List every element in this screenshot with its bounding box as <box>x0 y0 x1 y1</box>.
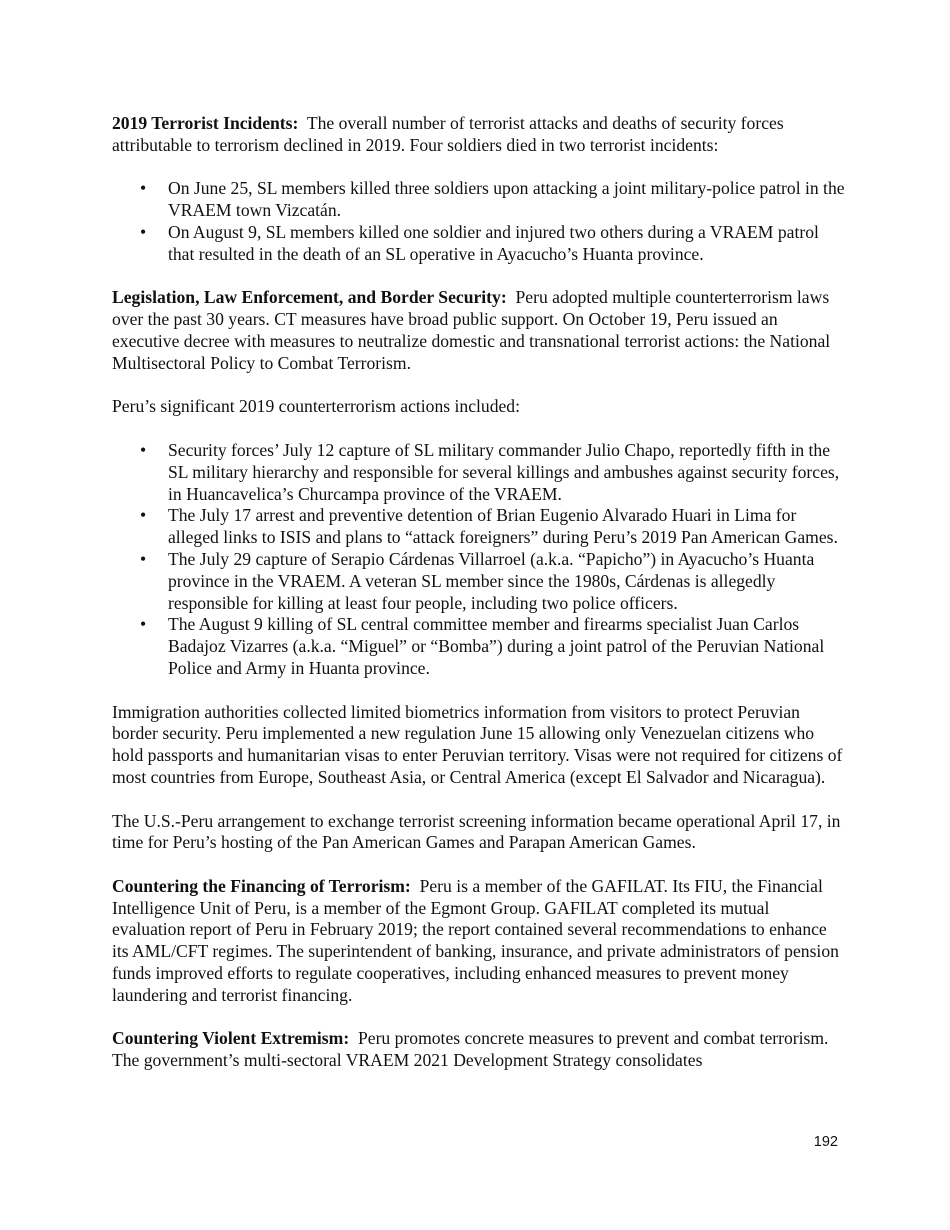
screening-paragraph: The U.S.-Peru arrangement to exchange terrorist screening information became operational April 17, in time for Peru’s hosting of the Pan American Games and Parapan American Games. <box>112 810 841 853</box>
page-body <box>112 113 847 1094</box>
actions-list <box>112 440 847 680</box>
incidents-heading: 2019 Terrorist Incidents: <box>112 113 299 133</box>
page-number: 192 <box>813 1134 838 1150</box>
list-item: • The July 17 arrest and preventive detention of Brian Eugenio Alvarado Huari in Lima for alleged links to ISIS and plans to “attack foreigners” during Peru’s 2019 Pan American Games. <box>112 505 847 549</box>
incidents-paragraph <box>112 113 847 157</box>
cve-heading: Countering Violent Extremism: <box>112 1028 350 1049</box>
cve-paragraph <box>112 1028 847 1072</box>
financing-paragraph <box>112 876 847 1007</box>
list-item: • On August 9, SL members killed one soldier and injured two others during a VRAEM patrol that resulted in the death of an SL operative in Ayacucho’s Huanta province. <box>112 222 847 266</box>
incidents-list <box>112 178 847 265</box>
financing-heading: Countering the Financing of Terrorism: <box>112 875 411 896</box>
immigration-paragraph: Immigration authorities collected limited biometrics information from visitors to protect Peruvian border security. Peru implemented a new regulation June 15 allowing only Venezuelan citizens who hold passports and humanitarian visas to enter Peruvian territory. Visas were not required for citizens of most countries from Europe, Southeast Asia, or Central America (except El Salvador and Nicaragua). <box>112 701 843 787</box>
legislation-paragraph <box>112 287 847 374</box>
list-item: • On June 25, SL members killed three soldiers upon attacking a joint military-police patrol in the VRAEM town Vizcatán. <box>112 178 847 222</box>
financing-text: Peru is a member of the GAFILAT. Its FIU, the Financial Intelligence Unit of Peru, is a member of the Egmont Group. GAFILAT completed its mutual evaluation report of Peru in February 2019; the report contained several recommendations to enhance its AML/CFT regimes. The superintendent of banking, insurance, and private administrators of pension funds improved efforts to regulate cooperatives, including enhanced measures to prevent money laundering and terrorist financing. <box>112 875 839 1005</box>
actions-intro: Peru’s significant 2019 counterterrorism actions included: <box>112 396 520 417</box>
list-item: • The August 9 killing of SL central committee member and firearms specialist Juan Carlos Badajoz Vizarres (a.k.a. “Miguel” or “Bomba”) during a joint patrol of the Peruvian National Police and Army in Huanta province. <box>112 614 847 679</box>
cve-text: Peru promotes concrete measures to prevent and combat terrorism. The government’s multi-sectoral VRAEM 2021 Development Strategy consolidates <box>112 1028 829 1071</box>
legislation-heading: Legislation, Law Enforcement, and Border Security: <box>112 287 507 308</box>
incidents-text: The overall number of terrorist attacks and deaths of security forces attributable to terrorism declined in 2019. Four soldiers died in two terrorist incidents: <box>112 113 784 155</box>
legislation-text: Peru adopted multiple counterterrorism laws over the past 30 years. CT measures have broad public support. On October 19, Peru issued an executive decree with measures to neutralize domestic and transnational terrorist actions: the National Multisectoral Policy to Combat Terrorism. <box>112 287 831 373</box>
list-item: • Security forces’ July 12 capture of SL military commander Julio Chapo, reportedly fifth in the SL military hierarchy and responsible for several killings and ambushes against security forces, in Huancavelica’s Churcampa province of the VRAEM. <box>112 440 847 505</box>
list-item: • The July 29 capture of Serapio Cárdenas Villarroel (a.k.a. “Papicho”) in Ayacucho’s Huanta province in the VRAEM. A veteran SL member since the 1980s, Cárdenas is allegedly responsible for killing at least four people, including two police officers. <box>112 549 847 614</box>
